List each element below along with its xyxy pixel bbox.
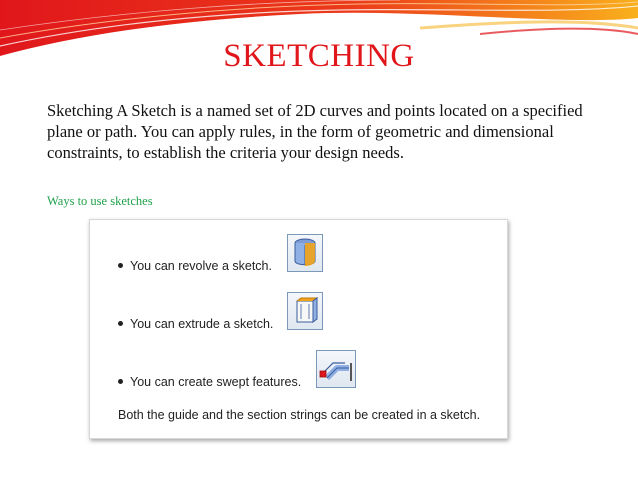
slide-subheading: Ways to use sketches (47, 194, 153, 208)
bullet-icon (118, 379, 123, 384)
revolve-icon (287, 234, 323, 272)
extrude-icon (287, 292, 323, 330)
slide-title: SKETCHING (223, 38, 415, 74)
bullet-icon (118, 263, 123, 268)
list-item-text: You can extrude a sketch. (130, 317, 274, 331)
list-item (118, 317, 273, 331)
slide-body-text: Sketching A Sketch is a named set of 2D curves and points located on a specified plane or path. You can apply rules, in the form of geometric and dimensional constraints, to establish the criteria your design needs. (47, 101, 583, 162)
swept-icon (316, 350, 356, 388)
list-item-text: You can create swept features. (130, 375, 302, 389)
list-item-text: You can revolve a sketch. (130, 259, 272, 273)
figure-caption: Both the guide and the section strings can be created in a sketch. (118, 408, 481, 422)
list-item (118, 259, 272, 273)
list-item (118, 375, 301, 389)
sketch-uses-figure (89, 219, 508, 439)
bullet-icon (118, 321, 123, 326)
